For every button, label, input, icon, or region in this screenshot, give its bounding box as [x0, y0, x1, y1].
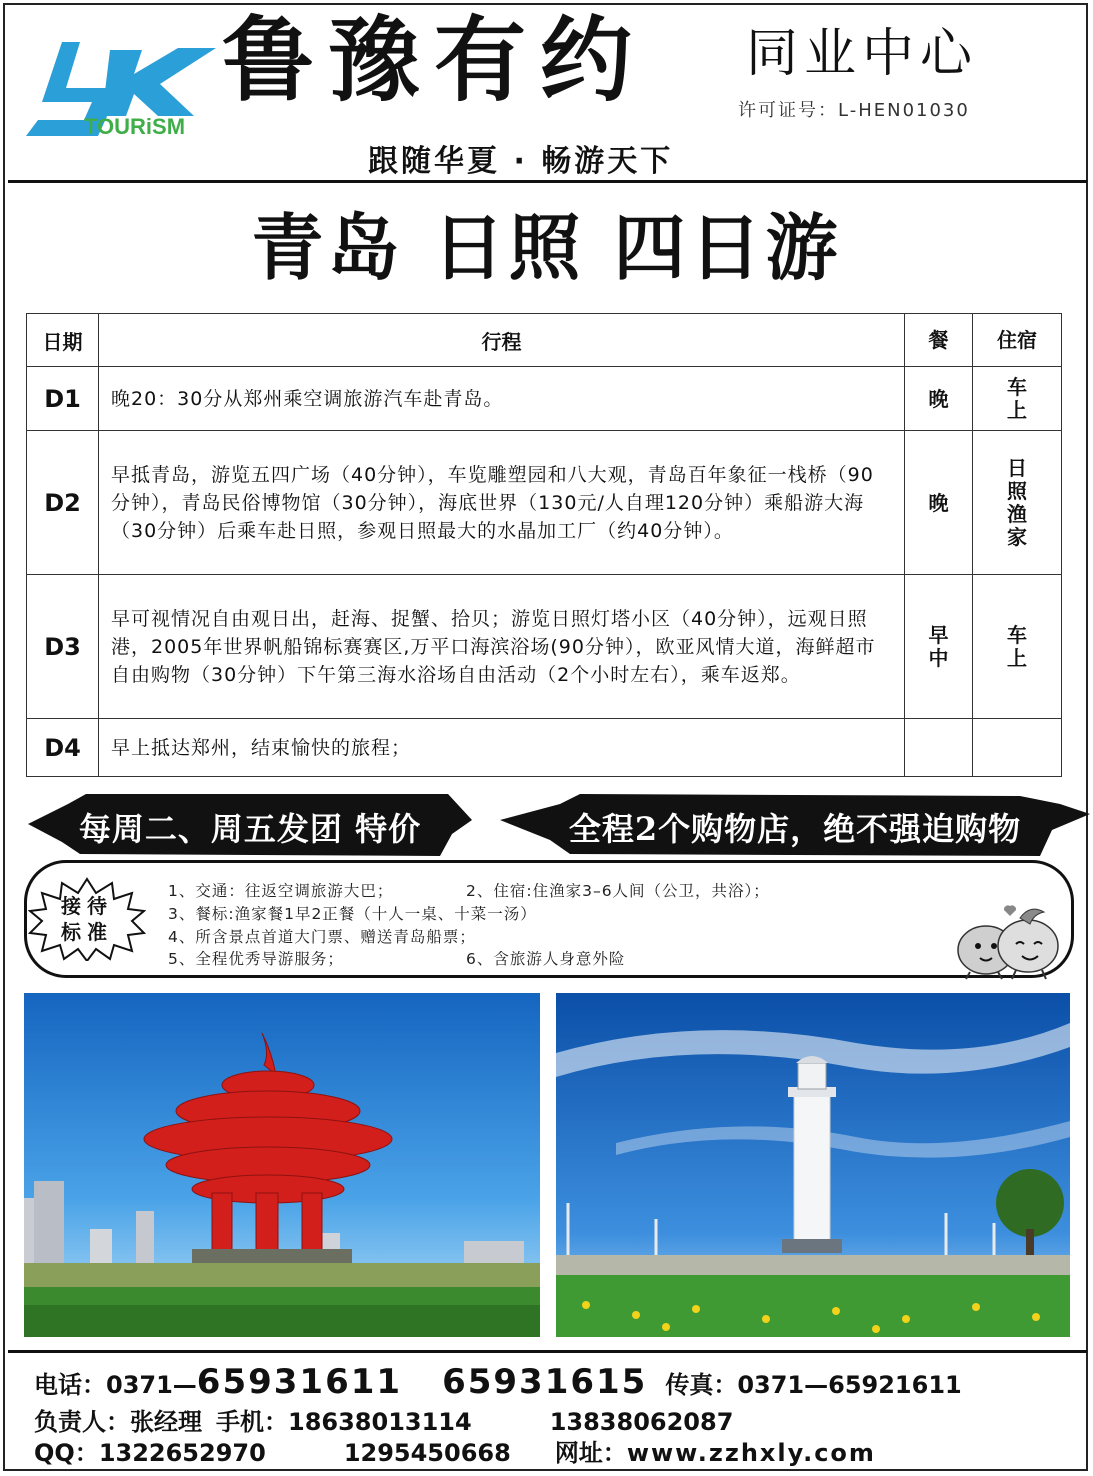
contact-manager-row [34, 1402, 733, 1437]
badge-line-2: 标准 [61, 920, 113, 944]
badge-line-1: 接待 [61, 894, 113, 918]
banner-shopping-text: 全程2个购物店，绝不强迫购物 [568, 810, 1022, 848]
meal-text: 早中 [928, 622, 949, 670]
phone-number-2: 65931615 [442, 1362, 648, 1402]
mascot-illustration [950, 900, 1068, 980]
fax-label: 传真： [665, 1371, 738, 1399]
phone-number-1: 65931611 [196, 1362, 403, 1402]
banner-departure [28, 790, 472, 858]
table-row [27, 575, 1062, 719]
day-cell: D3 [27, 575, 99, 719]
qq-number-1: 1322652970 [98, 1439, 266, 1467]
stay-text: 车上 [1007, 374, 1027, 422]
header-trip: 行程 [99, 314, 905, 367]
header-divider [8, 180, 1087, 183]
trip-cell: 晚20：30分从郑州乘空调旅游汽车赴青岛。 [99, 367, 905, 431]
stay-cell [973, 431, 1062, 575]
website-label: 网址： [554, 1439, 627, 1467]
contact-phone-row [34, 1362, 962, 1402]
footer-divider [8, 1350, 1087, 1353]
photo-may-fourth-square [24, 993, 540, 1337]
website-url[interactable]: www.zzhxly.com [626, 1439, 876, 1467]
day-cell: D4 [27, 719, 99, 777]
license-number: 许可证号：L-HEN01030 [738, 100, 970, 121]
standard-item-3: 3、餐标:渔家餐1早2正餐（十人一桌、十菜一汤） [168, 905, 537, 923]
header-day: 日期 [27, 314, 99, 367]
standard-item-6: 6、含旅游人身意外险 [466, 950, 626, 968]
table-header-row [27, 314, 1062, 367]
day-cell: D1 [27, 367, 99, 431]
phone-label: 电话： [34, 1371, 106, 1399]
table-row [27, 431, 1062, 575]
page-title: 青岛 日照 四日游 [251, 206, 842, 290]
contact-qq-row [34, 1433, 876, 1468]
header-stay: 住宿 [973, 314, 1062, 367]
mobile-label: 手机： [216, 1408, 288, 1436]
meal-cell [905, 367, 973, 431]
standards-badge [28, 877, 146, 961]
header-meal: 餐 [905, 314, 973, 367]
stay-text: 日照渔家 [1007, 455, 1027, 549]
day-cell: D2 [27, 431, 99, 575]
slogan: 跟随华夏 · 畅游天下 [368, 144, 674, 179]
standard-item-4: 4、所含景点首道大门票、赠送青岛船票； [168, 928, 476, 946]
stay-cell [973, 575, 1062, 719]
lighthouse-image [556, 993, 1070, 1337]
meal-text: 晚 [928, 490, 949, 515]
meal-cell [905, 431, 973, 575]
manager-name: 张经理 [130, 1408, 202, 1436]
stay-cell [973, 367, 1062, 431]
itinerary-table [26, 313, 1062, 777]
standard-item-1: 1、交通：往返空调旅游大巴； [168, 882, 394, 900]
qq-label: QQ： [34, 1439, 99, 1467]
standard-item-2: 2、住宿:住渔家3–6人间（公卫，共浴）； [466, 882, 770, 900]
logo-text: TOURiSM [84, 114, 186, 139]
tourism-logo [22, 36, 222, 146]
banner-shopping [500, 790, 1090, 858]
meal-cell [905, 575, 973, 719]
meal-text: 晚 [928, 386, 949, 411]
may-wind-sculpture-image [24, 993, 540, 1337]
trip-cell: 早可视情况自由观日出，赶海、捉蟹、拾贝；游览日照灯塔小区（40分钟），远观日照港，2005年世界帆船锦标赛赛区,万平口海滨浴场(90分钟），欧亚风情大道，海鲜超市自由购物（30分钟）下午第三海水浴场自由活动（2个小时左右），乘车返郑。 [99, 575, 905, 719]
photo-rizhao-lighthouse [556, 993, 1070, 1337]
qq-number-2: 1295450668 [343, 1439, 511, 1467]
center-title: 同业中心 [746, 24, 979, 84]
table-row [27, 719, 1062, 777]
mobile-number-2: 13838062087 [549, 1408, 734, 1436]
banner-departure-text: 每周二、周五发团 特价 [78, 810, 422, 848]
stay-text: 车上 [1007, 622, 1027, 670]
manager-label: 负责人： [34, 1408, 130, 1436]
fax-number: 0371—65921611 [737, 1371, 962, 1399]
trip-cell: 早抵青岛，游览五四广场（40分钟），车览雕塑园和八大观，青岛百年象征一栈桥（90分钟），青岛民俗博物馆（30分钟），海底世界（130元/人自理120分钟）乘船游大海（30分钟）后乘车赴日照，参观日照最大的水晶加工厂（约40分钟）。 [99, 431, 905, 575]
brand-name: 鲁豫有约 [222, 6, 647, 114]
meal-cell [905, 719, 973, 777]
mobile-number-1: 18638013114 [288, 1408, 472, 1436]
table-row [27, 367, 1062, 431]
standard-item-5: 5、全程优秀导游服务； [168, 950, 344, 968]
trip-cell: 早上抵达郑州，结束愉快的旅程； [99, 719, 905, 777]
stay-cell [973, 719, 1062, 777]
phone-prefix: 0371— [106, 1371, 197, 1399]
